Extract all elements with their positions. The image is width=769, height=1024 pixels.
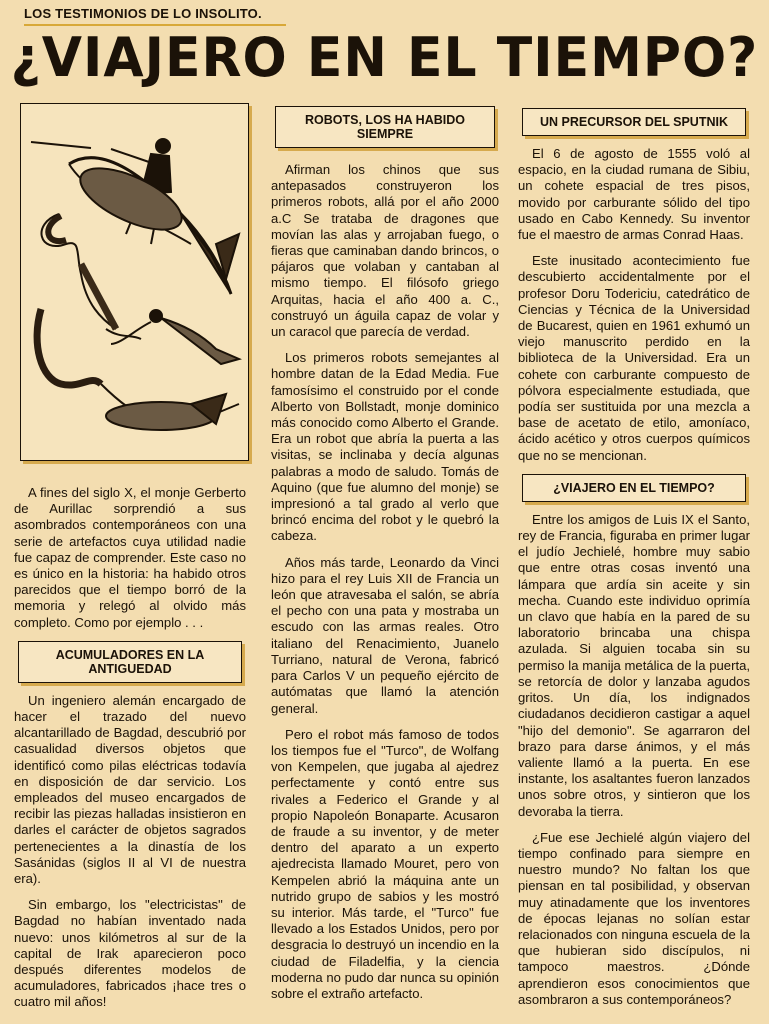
section-box-accumulators: ACUMULADORES EN LA ANTIGUEDAD <box>18 641 242 683</box>
column-3 <box>518 108 750 1018</box>
article-headline: ¿VIAJERO EN EL TIEMPO? <box>10 26 759 90</box>
section-box-time-traveler: ¿VIAJERO EN EL TIEMPO? <box>522 474 746 502</box>
accumulators-paragraph-2: Sin embargo, los "electricistas" de Bagdad no habían inventado nada nuevo: unos kilómetros al sur de la capital de Irak aparecieron poco después diferentes modelos de acumuladores, fabricados ¡hace tres o cuatro mil años! <box>14 897 246 1010</box>
illustration-drawing <box>21 104 248 460</box>
robots-paragraph-3: Años más tarde, Leonardo da Vinci hizo para el rey Luis XII de Francia un león que atravesaba el salón, se abría el pecho con una pata y mostraba un escudo con las armas reales. Otro italiano del Renacimiento, Juanelo Turriano, natural de Verona, fabricó para Carlos V un pequeño ejército de autómatas que llamó la atención general. <box>271 554 499 716</box>
sea-creatures-illustration <box>20 103 249 461</box>
accumulators-paragraph-1: Un ingeniero alemán encargado de hacer el trazado del nuevo alcantarillado de Bagdad, descubrió por casualidad diversos objetos que identificó como pilas eléctricas todavía en disposición de dar servicio. Los empleados del museo encargados de recibir las piezas halladas insistieron en darles el carácter de objetos sagrados pertenecientes a la dinastía de los Sasánidas (siglos II al VI de nuestra era). <box>14 692 246 887</box>
section-box-robots: ROBOTS, LOS HA HABIDO SIEMPRE <box>275 106 495 148</box>
robots-paragraph-1: Afirman los chinos que sus antepasados construyeron los primeros robots, allá por el año 2000 a.C Se trataba de dragones que movían las alas y arrojaban fuego, o fieras que caminaban dando brincos, o pájaros que volaban y cantaban al mismo tiempo. El filósofo griego Arquitas, hacia el año 400 a. C., construyó un águila capaz de volar y un caracol que parecía de verdad. <box>271 162 499 340</box>
robots-paragraph-2: Los primeros robots semejantes al hombre datan de la Edad Media. Fue famosísimo el construido por el conde Alberto von Bollstadt, monje dominico más conocido como Alberto el Grande. Era un robot que abría la puerta a las visitas, se inclinaba y decía algunas palabras a modo de saludo. Tomás de Aquino (que fue alumno del monje) se impresionó a tal grado al verlo que brincó encima del robot y le quebró la cabeza. <box>271 350 499 544</box>
time-traveler-paragraph-1: Entre los amigos de Luis IX el Santo, rey de Francia, figuraba en primer lugar el judío Jechielé, hombre muy sabio que entre otras cosas inventó una lámpara que ardía sin aceite y sin mecha. Cuando este individuo oprimía un clavo que había en la pared de su laboratorio brincaba una chispa azulada. Si alguien tocaba sin su permiso la manija metálica de la puerta, se retorcía de dolor y lanzaba agudos gritos. Un día, los indignados ciudadanos decidieron castigar a aquel "hijo del demonio". Se agarraron del brazo para darse ánimos, y el más valiente llamó a la puerta. En ese instante, los asaltantes fueron lanzados unos sobre otros, y sintieron que los devoraba la tierra. <box>518 511 750 819</box>
robots-paragraph-4: Pero el robot más famoso de todos los tiempos fue el "Turco", de Wolfang von Kempelen, que jugaba al ajedrez perfectamente y contó entre sus rivales a Federico el Grande y al propio Napoleón Bonaparte. Acusaron de fraude a su inventor, y de meter dentro del aparato a un experto ajedrecista llamado Mouret, pero von Kempelen abrió la máquina ante un nutrido grupo de sabios y les mostró su interior. Más tarde, el "Turco" fue llevado a los Estados Unidos, pero por desgracia lo destruyó un incendio en la ciudad de Filadelfia, y la ciencia moderna no pudo dar nunca su opinión sobre el extraño artefacto. <box>271 726 499 1001</box>
time-traveler-paragraph-2: ¿Fue ese Jechielé algún viajero del tiempo confinado para siempre en nuestro mundo? No faltan los que piensan en tal posibilidad, y observan muy atinadamente que los inventores de épocas lejanas no solían estar relacionados con ninguna escuela de la que hubieran sido discípulos, ni tampoco maestros. ¿Dónde aprendieron esos conocimientos que asombraron a sus contemporáneos? <box>518 829 750 1007</box>
sputnik-paragraph-2: Este inusitado acontecimiento fue descubierto accidentalmente por el profesor Doru Todericiu, catedrático de Ciencias y Técnica de la Universidad de Bucarest, quien en 1961 exhumó un viejo manuscrito perdido en la biblioteca de la Universidad. Era un cohete con carburante compuesto de pólvora especialmente estudiada, que podía ser sustituida por una mezcla a base de acetato de etilo, amoníaco, ácido acético y otros cuerpos químicos que no se mencionan. <box>518 253 750 463</box>
section-box-sputnik: UN PRECURSOR DEL SPUTNIK <box>522 108 746 136</box>
column-2 <box>271 106 499 1012</box>
section-kicker: LOS TESTIMONIOS DE LO INSOLITO. <box>24 6 262 21</box>
sputnik-paragraph-1: El 6 de agosto de 1555 voló al espacio, en la ciudad rumana de Sibiu, un cohete espacial de tres pisos, movido por carburante sólido del tipo usado en Cabo Kennedy. Su inventor fue el maestro de armas Conrad Haas. <box>518 146 750 243</box>
column-1 <box>14 485 246 1021</box>
intro-paragraph: A fines del siglo X, el monje Gerberto de Aurillac sorprendió a sus asombrados contemporáneos con una serie de artefactos cuya utilidad nadie fue capaz de comprender. Este caso no es único en la historia: ha habido otros parecidos que el tiempo borró de la memoria y relegó al olvido más completo. Como por ejemplo . . . <box>14 485 246 630</box>
